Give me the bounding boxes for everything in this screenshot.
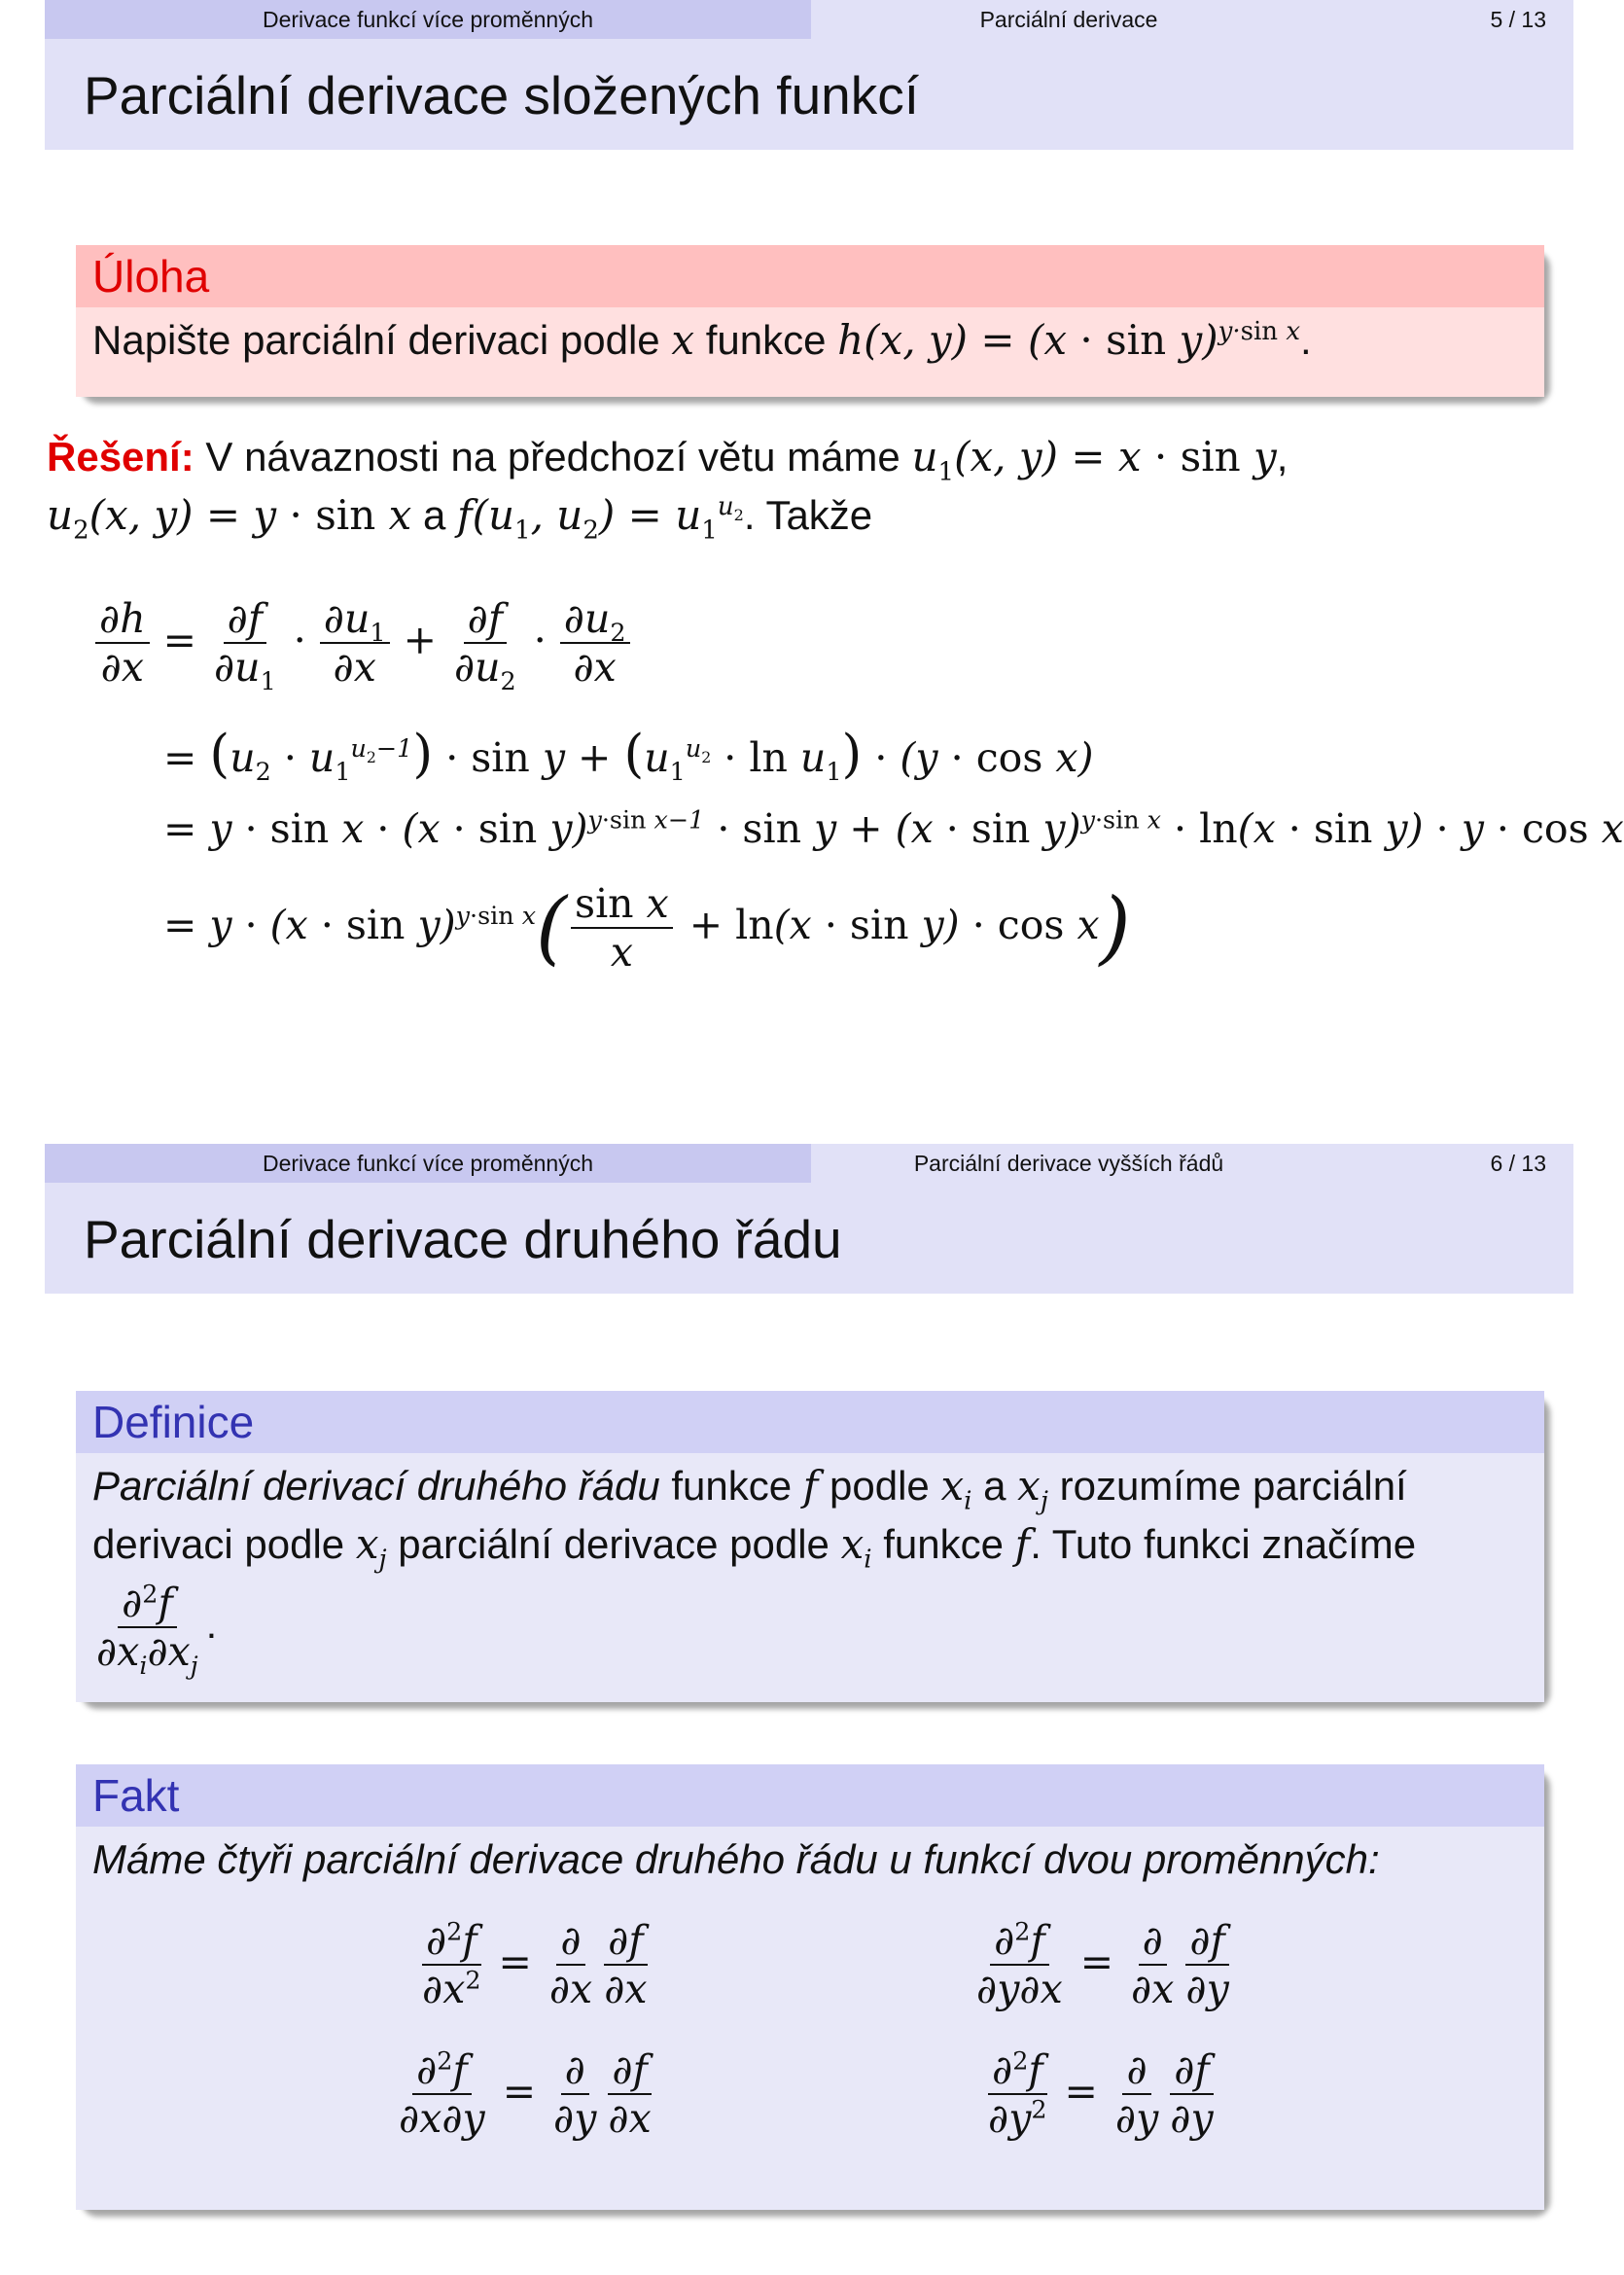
task-function-formula: h(x, $y) = (x \cdot \sin y)^{y\cdot sin x}$ [837, 316, 1301, 364]
derivation-line-4: = $y \cdot (x \cdot \sin y)^{y\cdot sin x}$( $\frac{\text{sin x}}{x}$ + ln(x · sin y) · cos x) [163, 880, 1131, 977]
math-f: f [802, 1462, 819, 1510]
math-f-def: $f(u_1$, $u_2) = u_1^{u_2}$ [457, 491, 744, 546]
header-right [811, 0, 1573, 39]
header-right [811, 1144, 1573, 1183]
solution-paragraph: Řešení: V návaznosti na předchozí větu máme $u_1(x$, y) = x · sin y, $u_2(x$, y) = y · sin x a $f(u_1$, $u_2) = u_1^{u_2}$. Takže [47, 433, 1289, 546]
definition-text: a [983, 1463, 1006, 1509]
solution-text: V návaznosti na předchozí větu máme [205, 434, 900, 480]
definition-text: podle [830, 1463, 930, 1509]
fact-text: Máme čtyři parciální derivace druhého řádu u funkcí dvou proměnných: [92, 1836, 1380, 1882]
definition-text: . Tuto funkci značíme [1030, 1521, 1417, 1567]
definition-block-title: Definice [76, 1391, 1544, 1453]
header-course-title: Derivace funkcí více proměnných [45, 1144, 811, 1183]
definition-text: funkce [671, 1463, 793, 1509]
definition-term: Parciální derivací druhého řádu [92, 1463, 660, 1509]
task-block-body: Napište parciální derivaci podle x funkce h(x, $y) = (x \cdot \sin y)^{y\cdot sin x}$. [76, 307, 1544, 397]
task-text-middle: funkce [705, 317, 827, 363]
header-course-title: Derivace funkcí více proměnných [45, 0, 811, 39]
definition-block-body [76, 1453, 1544, 1702]
slide-title: Parciální derivace složených funkcí [84, 65, 920, 125]
task-block [76, 245, 1544, 397]
fact-block-title: Fakt [76, 1764, 1544, 1827]
fact-formula-yy: $\frac{\partial^2f}{\partial y^2}$ = ∂ ∂y $\frac{\partial f}{\partial y}$ [988, 2045, 1214, 2143]
math-x: x [671, 316, 695, 364]
solution-end: . Takže [743, 492, 873, 538]
solution-label: Řešení: [47, 434, 194, 480]
math-xj: $x_j$ [1017, 1462, 1048, 1516]
task-block-title: Úloha [76, 245, 1544, 307]
fact-block [76, 1764, 1544, 2210]
derivation-line-1: $\frac{\partial h}{\partial x}$ = $\frac{\partial f}{\partial u_1}$ · $\frac{\partial u_1}{\partial x}$ + $\frac{\partial f}{\partial u_2}$ · $\frac{\partial u_2}{\partial x}$ [91, 595, 634, 692]
header-page-number: 5 / 13 [1490, 7, 1546, 32]
derivation-line-2: = $(u_2 \cdot u_1^{u_2-1}) \cdot \sin y + (u_1^{u_2} \cdot \ln u_1) \cdot (y \cdot \cos x)$ [163, 724, 1094, 787]
definition-block [76, 1391, 1544, 1702]
fact-formula-xx: $\frac{\partial^2f}{\partial x^2}$ = ∂ ∂x $\frac{\partial f}{\partial x}$ [422, 1916, 648, 2013]
math-u1-def: $u_1(x$, y) = x · sin y [911, 433, 1277, 487]
fact-block-body [76, 1827, 1544, 2210]
definition-text: rozumíme parciální derivaci podle [92, 1463, 1407, 1567]
math-xj: $x_j$ [355, 1520, 387, 1575]
slide-title: Parciální derivace druhého řádu [84, 1209, 842, 1269]
fact-formula-xy: $\frac{\partial^2f}{\partial x\partial y}$ = ∂ ∂y $\frac{\partial f}{\partial x}$ [399, 2045, 652, 2143]
fact-formula-yx: $\frac{\partial^2f}{\partial y\partial x}$ = ∂ ∂x $\frac{\partial f}{\partial y}$ [976, 1916, 1229, 2013]
task-text-before: Napište parciální derivaci podle [92, 317, 660, 363]
header-section: Parciální derivace [979, 7, 1158, 32]
slide-6 [45, 1144, 1573, 2262]
slide-title-bar [45, 39, 1573, 150]
math-xi: $x_i$ [840, 1520, 872, 1575]
slide-title-bar [45, 1183, 1573, 1294]
derivation-line-3: = $y \cdot \sin x \cdot (x \cdot \sin y)^{y\cdot sin x-1} \cdot \sin y + (x \cdot \sin y)^{y\cdot sin x} \cdot \ln(x \cdot \sin y) \cdot y \cdot \cos x$ [163, 804, 1624, 852]
header-page-number: 6 / 13 [1490, 1151, 1546, 1176]
definition-text: funkce [883, 1521, 1004, 1567]
header-section: Parciální derivace vyšších řádů [913, 1151, 1224, 1176]
definition-notation: $\frac{\partial^2f}{\partial x_i\partial x_j}$ . [96, 1579, 218, 1681]
math-xi: $x_i$ [940, 1462, 972, 1516]
definition-text: parciální derivace podle [398, 1521, 830, 1567]
solution-and: a [423, 492, 446, 538]
math-f: f [1014, 1520, 1031, 1568]
math-u2-def: $u_2(x$, y) = y · sin x [47, 491, 412, 546]
